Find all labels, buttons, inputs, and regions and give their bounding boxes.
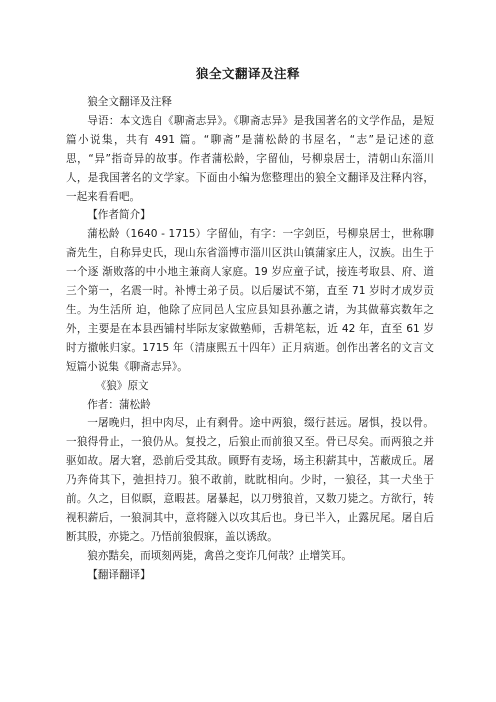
document-body [66, 93, 434, 585]
section-heading-translation: 【翻译翻译】 [87, 568, 151, 581]
original-text-paragraph: 一屠晚归，担中肉尽，止有剩骨。途中两狼，缀行甚远。屠惧，投以骨。一狼得骨止，一狼仍从。复投之，后狼止而前狼又至。骨已尽矣。而两狼之并驱如故。屠大窘，恐前后受其敌。顾野有麦场，场主积薪其中，苫蔽成丘。屠乃奔倚其下，弛担持刀。狼不敢前，眈眈相向。少时，一狼径，其一犬坐于前。久之，目似瞑，意暇甚。屠暴起，以刀劈狼首，又数刀毙之。方欲行，转视积薪后，一狼洞其中，意将隧入以攻其后也。身已半入，止露尻尾。屠自后断其股，亦毙之。乃悟前狼假寐，盖以诱敌。 [66, 417, 434, 543]
body-paragraph: 狼全文翻译及注释 [87, 96, 172, 108]
page-title: 狼全文翻译及注释 [195, 66, 300, 81]
author-line: 作者：蒲松龄 [87, 398, 151, 411]
section-heading-original: 《狼》原文 [95, 379, 149, 392]
section-heading-author: 【作者简介】 [87, 209, 151, 222]
original-text-closing: 狼亦黠矣，而顷刻两毙，禽兽之变诈几何哉？止增笑耳。 [87, 549, 353, 562]
intro-paragraph: 导语：本文选自《聊斋志异》。《聊斋志异》是我国著名的文学作品，是短篇小说集，共有 491 篇。“聊斋”是蒲松龄的书屋名，“志”是记述的意思，“异”指奇异的故事。作者蒲松龄，字留仙，号柳泉居士，清朝山东淄川人，是我国著名的文学家。下面由小编为您整理出的狼全文翻译及注释内容，一起来看看吧。 [66, 114, 434, 203]
author-bio-paragraph: 蒲松龄（1640 - 1715）字留仙，有字：一字剑臣，号柳泉居士，世称聊斋先生，自称异史氏，现山东省淄博市淄川区洪山镇蒲家庄人，汉族。出生于一个逐 渐败落的中小地主兼商人家庭。19 岁应童子试，接连考取县、府、道三个第一，名震一时。补博士弟子员。以后屡试不第，直至 71 岁时才成岁贡生。为生活所 迫，他除了应同邑人宝应县知县孙蕙之请，为其做幕宾数年之外，主要是在本县西铺村毕际友家做塾师，舌耕笔耘，近 42 年，直至 61 岁时方撤帐归家。1715 年（清康熙五十四年）正月病逝。创作出著名的文言文短篇小说集《聊斋志异》。 [66, 228, 434, 373]
